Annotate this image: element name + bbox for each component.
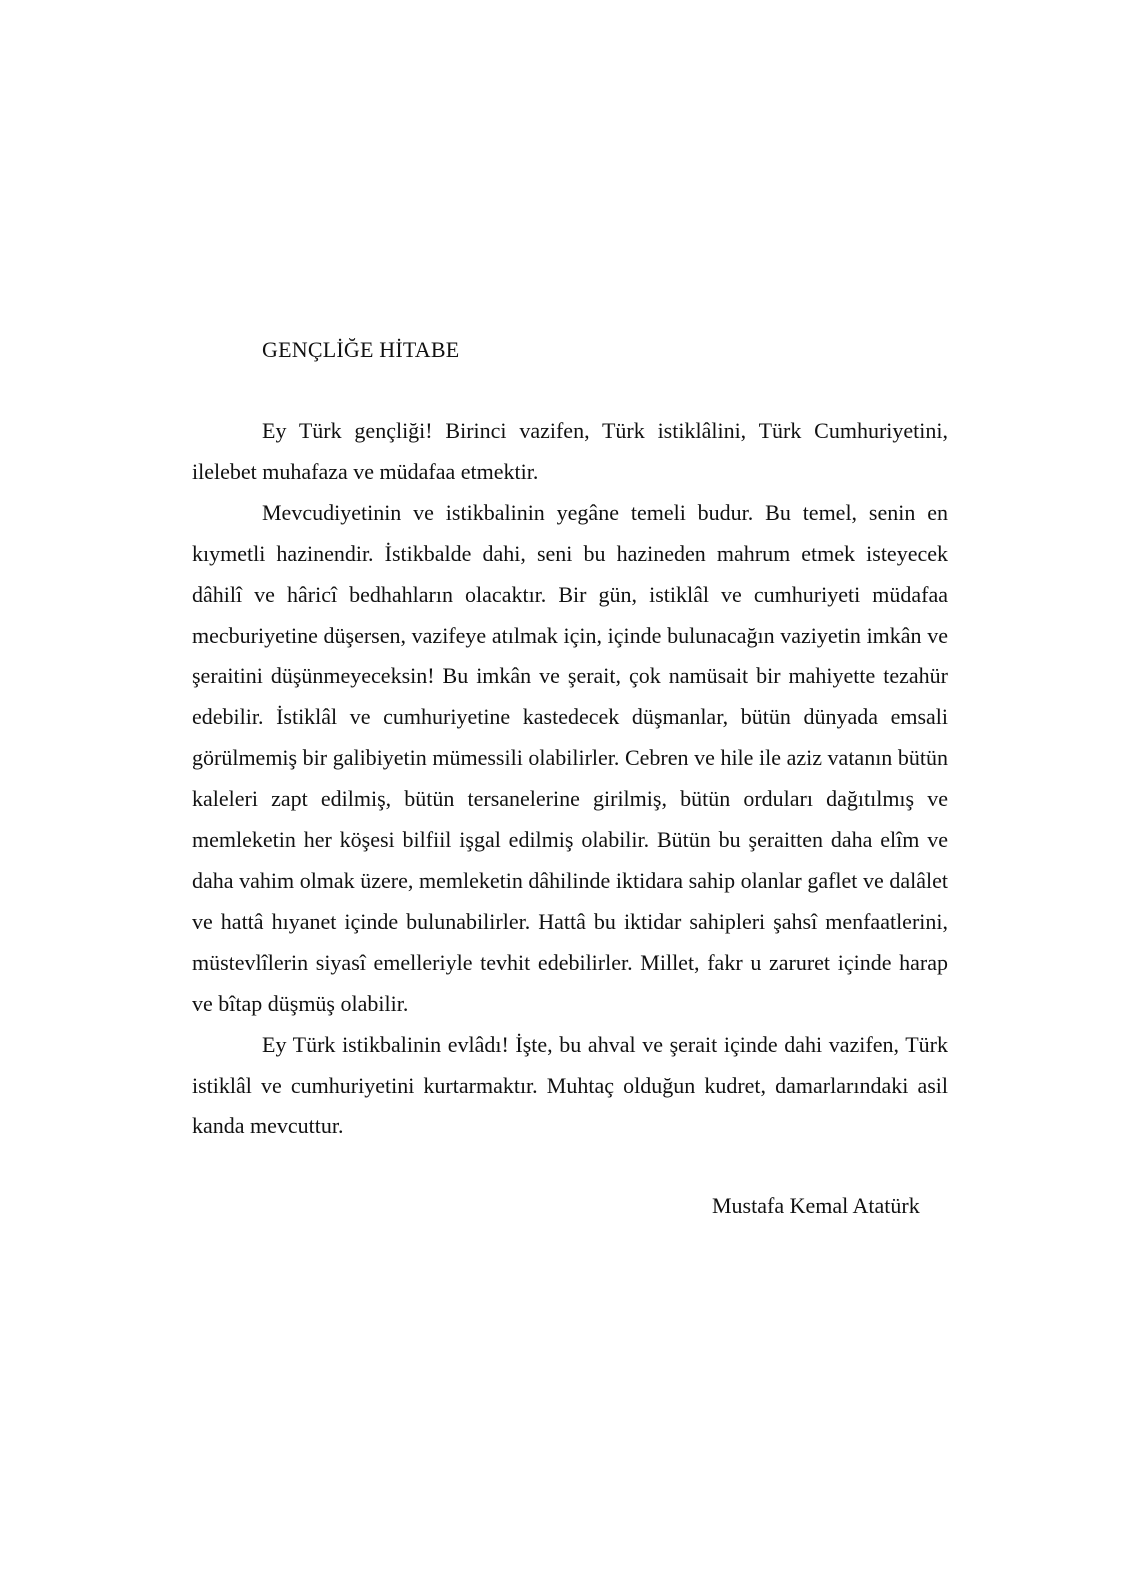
document-body	[192, 411, 948, 1147]
paragraph-3: Ey Türk istikbalinin evlâdı! İşte, bu ahval ve şerait içinde dahi vazifen, Türk istiklâl ve cumhuriyetini kurtarmaktır. Muhtaç olduğun kudret, damarlarındaki asil kanda mevcuttur.	[192, 1031, 948, 1139]
author-signature: Mustafa Kemal Atatürk	[712, 1193, 920, 1218]
paragraph-2: Mevcudiyetinin ve istikbalinin yegâne temeli budur. Bu temel, senin en kıymetli hazinendir. İstikbalde dahi, seni bu hazineden mahrum etmek isteyecek dâhilî ve hâricî bedhahların olacaktır. Bir gün, istiklâl ve cumhuriyeti müdafaa mecburiyetine düşersen, vazifeye atılmak için, içinde bulunacağın vaziyetin imkân ve şeraitini düşünmeyeceksin! Bu imkân ve şerait, çok namüsait bir mahiyette tezahür edebilir. İstiklâl ve cumhuriyetine kastedecek düşmanlar, bütün dünyada emsali görülmemiş bir galibiyetin mümessili olabilirler. Cebren ve hile ile aziz vatanın bütün kaleleri zapt edilmiş, bütün tersanelerine girilmiş, bütün orduları dağıtılmış ve memleketin her köşesi bilfiil işgal edilmiş olabilir. Bütün bu şeraitten daha elîm ve daha vahim olmak üzere, memleketin dâhilinde iktidara sahip olanlar gaflet ve dalâlet ve hattâ hıyanet içinde bulunabilirler. Hattâ bu iktidar sahipleri şahsî menfaatlerini, müstevlîlerin siyasî emelleriyle tevhit edebilirler. Millet, fakr u zaruret içinde harap ve bîtap düşmüş olabilir.	[192, 499, 948, 1016]
paragraph-1: Ey Türk gençliği! Birinci vazifen, Türk istiklâlini, Türk Cumhuriyetini, ilelebet muhafaza ve müdafaa etmektir.	[192, 418, 948, 484]
document-title: GENÇLİĞE HİTABE	[262, 337, 460, 362]
